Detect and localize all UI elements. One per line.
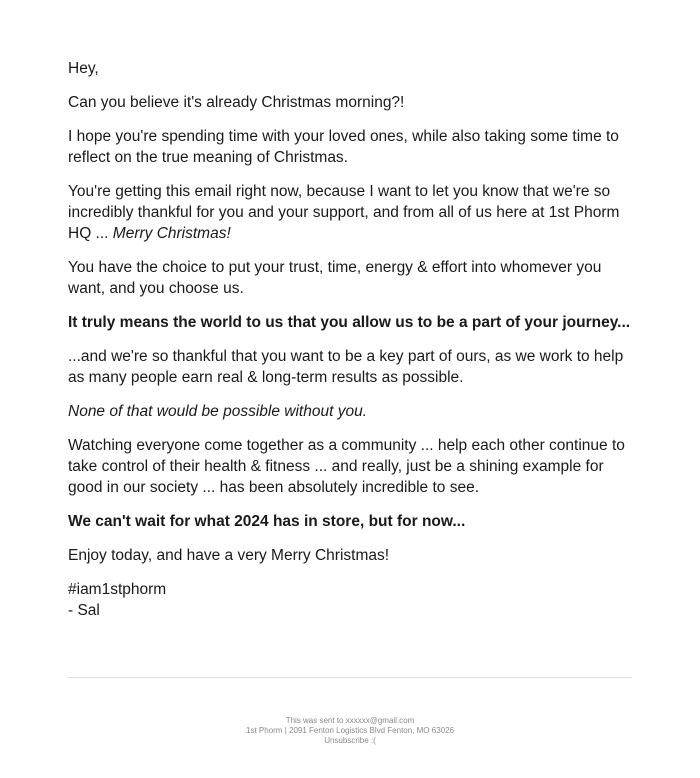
- paragraph-journey: It truly means the world to us that you allow us to be a part of your journey...: [68, 314, 631, 331]
- paragraph-choice: You have the choice to put your trust, time, energy & effort into whomever you want, and you choose us.: [68, 259, 602, 297]
- paragraph-thankful-text: You're getting this email right now, because I want to let you know that we're so incredibly thankful for you and your support, and from all of us here at 1st Phorm HQ ...: [68, 183, 620, 242]
- paragraph-enjoy-today: Enjoy today, and have a very Merry Christmas!: [68, 547, 390, 564]
- paragraph-christmas-morning: Can you believe it's already Christmas morning?!: [68, 94, 405, 111]
- paragraph-thankful: [68, 181, 633, 244]
- paragraph-key-part: ...and we're so thankful that you want to be a key part of ours, as we work to help as many people earn real & long-term results as possible.: [68, 348, 624, 386]
- sent-to-line: This was sent to xxxxxx@gmail.com: [285, 716, 415, 725]
- paragraph-loved-ones: I hope you're spending time with your loved ones, while also taking some time to reflect on the true meaning of Christmas.: [68, 128, 619, 166]
- merry-christmas-emphasis: Merry Christmas!: [112, 225, 231, 242]
- email-footer: [0, 716, 700, 746]
- signoff: - Sal: [68, 602, 100, 619]
- paragraph-2024: We can't wait for what 2024 has in store, but for now...: [68, 513, 466, 530]
- greeting: Hey,: [68, 60, 99, 77]
- paragraph-without-you: None of that would be possible without you.: [68, 403, 367, 420]
- company-address: 1st Phorm | 2091 Fenton Logistics Blvd Fenton, MO 63026: [246, 726, 454, 735]
- footer-divider: [68, 677, 632, 678]
- unsubscribe-link[interactable]: Unsubscribe :(: [324, 736, 376, 745]
- hashtag: #iam1stphorm: [68, 581, 167, 598]
- paragraph-community: Watching everyone come together as a community ... help each other continue to take control of their health & fitness ... and really, just be a shining example for good in our society ... has been absolutely incredible to see.: [68, 437, 625, 496]
- email-body: [68, 58, 633, 634]
- signature: [68, 579, 633, 621]
